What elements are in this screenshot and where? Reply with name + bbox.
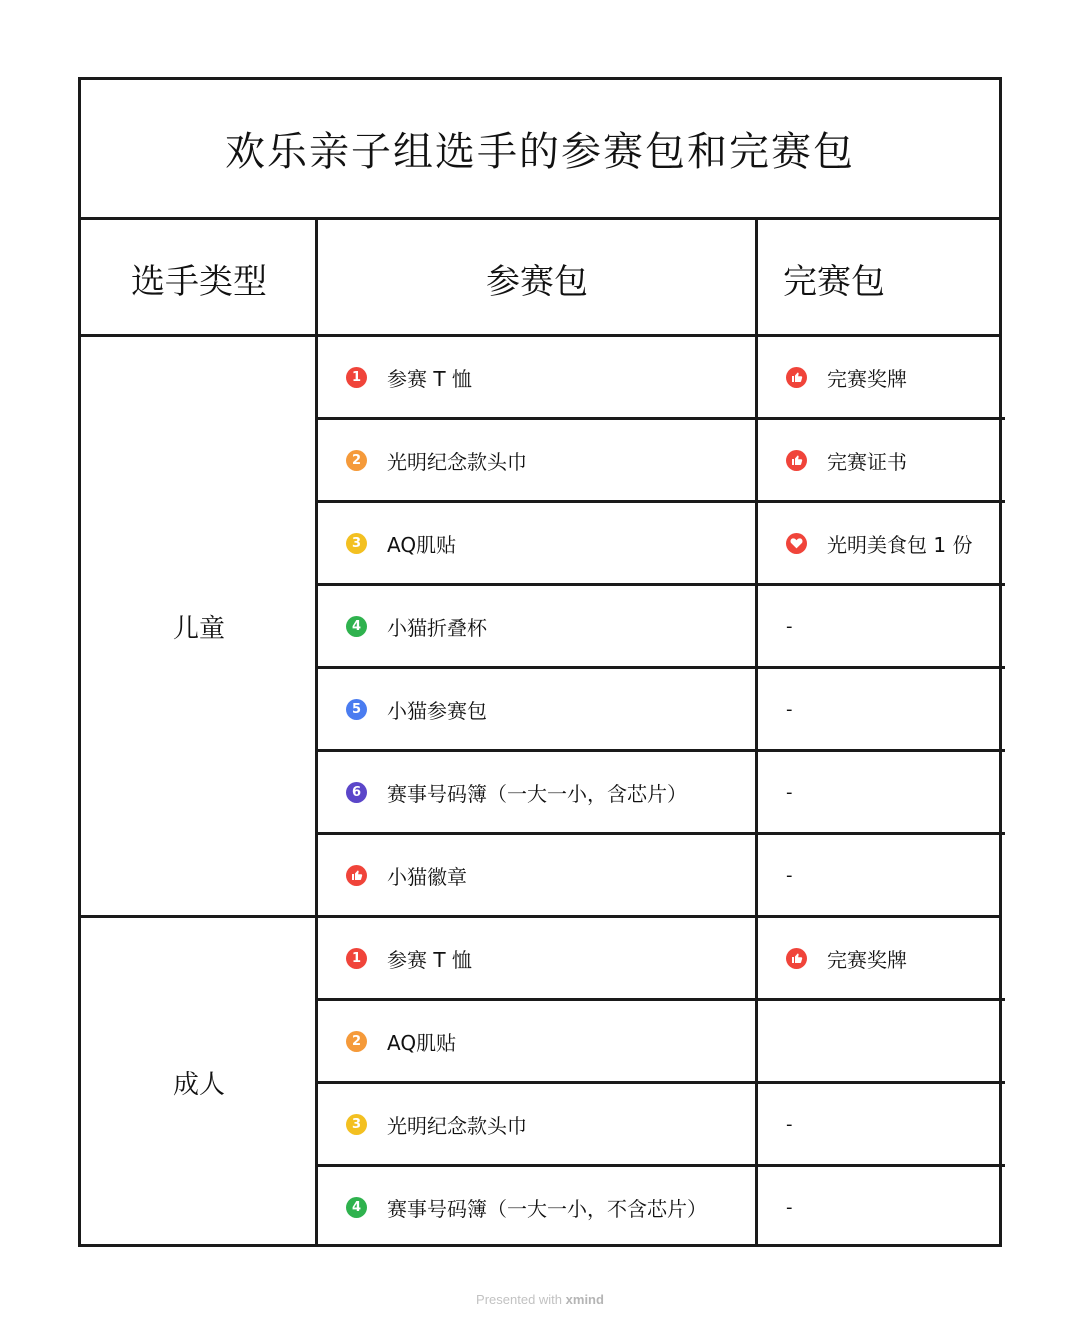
finish-item bbox=[758, 586, 1002, 666]
number-badge-icon: 4 bbox=[346, 1197, 367, 1218]
kit-item-label: 参赛 T 恤 bbox=[387, 947, 472, 972]
kit-item bbox=[318, 337, 755, 417]
header-player-type: 选手类型 bbox=[131, 261, 267, 302]
number-badge-icon: 3 bbox=[346, 533, 367, 554]
number-badge-icon: 6 bbox=[346, 782, 367, 803]
finish-item bbox=[758, 1084, 1002, 1164]
number-badge-icon: 3 bbox=[346, 1114, 367, 1135]
finish-item-label: - bbox=[786, 781, 793, 803]
finish-item-label: - bbox=[786, 1113, 793, 1135]
number-badge-icon: 2 bbox=[346, 1031, 367, 1052]
kit-item bbox=[318, 752, 755, 832]
kit-item bbox=[318, 586, 755, 666]
finish-item-label: 光明美食包 1 份 bbox=[827, 532, 973, 557]
kit-item bbox=[318, 1084, 755, 1164]
finish-item-label: 完赛奖牌 bbox=[827, 366, 907, 391]
heart-icon bbox=[786, 533, 807, 554]
finish-item-label: - bbox=[786, 864, 793, 886]
number-badge-icon: 2 bbox=[346, 450, 367, 471]
header-finish-kit: 完赛包 bbox=[783, 261, 885, 302]
kit-item-label: 参赛 T 恤 bbox=[387, 366, 472, 391]
kit-item-label: 小猫参赛包 bbox=[387, 698, 487, 723]
finish-item-label: 完赛奖牌 bbox=[827, 947, 907, 972]
finish-item bbox=[758, 669, 1002, 749]
table-title: 欢乐亲子组选手的参赛包和完赛包 bbox=[81, 80, 999, 220]
finish-item bbox=[758, 1001, 1002, 1081]
thumb-up-icon bbox=[786, 367, 807, 388]
header-kit: 参赛包 bbox=[486, 261, 588, 302]
finish-item bbox=[758, 1167, 1002, 1247]
kit-item-label: AQ肌贴 bbox=[387, 1030, 457, 1055]
group-label: 儿童 bbox=[172, 613, 225, 644]
number-badge-icon: 5 bbox=[346, 699, 367, 720]
footer bbox=[0, 1292, 1080, 1307]
kit-item bbox=[318, 503, 755, 583]
kit-table bbox=[78, 77, 1002, 1247]
thumb-up-icon bbox=[346, 865, 367, 886]
footer-prefix: Presented with bbox=[476, 1292, 563, 1307]
kit-item-label: 小猫徽章 bbox=[387, 864, 467, 889]
number-badge-icon: 4 bbox=[346, 616, 367, 637]
finish-item-label: - bbox=[786, 615, 793, 637]
footer-brand: xmind bbox=[565, 1292, 604, 1307]
finish-item bbox=[758, 835, 1002, 915]
kit-item bbox=[318, 1001, 755, 1081]
kit-item-label: 赛事号码簿（一大一小，含芯片） bbox=[387, 781, 687, 806]
number-badge-icon: 1 bbox=[346, 948, 367, 969]
number-badge-icon: 1 bbox=[346, 367, 367, 388]
kit-item bbox=[318, 1167, 755, 1247]
finish-item bbox=[758, 752, 1002, 832]
kit-item bbox=[318, 918, 755, 998]
finish-item bbox=[758, 503, 1002, 583]
finish-item bbox=[758, 918, 1002, 998]
finish-item bbox=[758, 420, 1002, 500]
finish-item bbox=[758, 337, 1002, 417]
kit-item-label: 赛事号码簿（一大一小，不含芯片） bbox=[387, 1196, 707, 1221]
finish-item-label: - bbox=[786, 698, 793, 720]
kit-item-label: 小猫折叠杯 bbox=[387, 615, 487, 640]
finish-item-label: 完赛证书 bbox=[827, 449, 907, 474]
finish-item-label: - bbox=[786, 1196, 793, 1218]
kit-item bbox=[318, 669, 755, 749]
group-label: 成人 bbox=[172, 1070, 225, 1100]
kit-item bbox=[318, 420, 755, 500]
thumb-up-icon bbox=[786, 450, 807, 471]
kit-item bbox=[318, 835, 755, 915]
kit-item-label: 光明纪念款头巾 bbox=[387, 1113, 527, 1138]
kit-item-label: AQ肌贴 bbox=[387, 532, 457, 557]
kit-item-label: 光明纪念款头巾 bbox=[387, 449, 527, 474]
thumb-up-icon bbox=[786, 948, 807, 969]
